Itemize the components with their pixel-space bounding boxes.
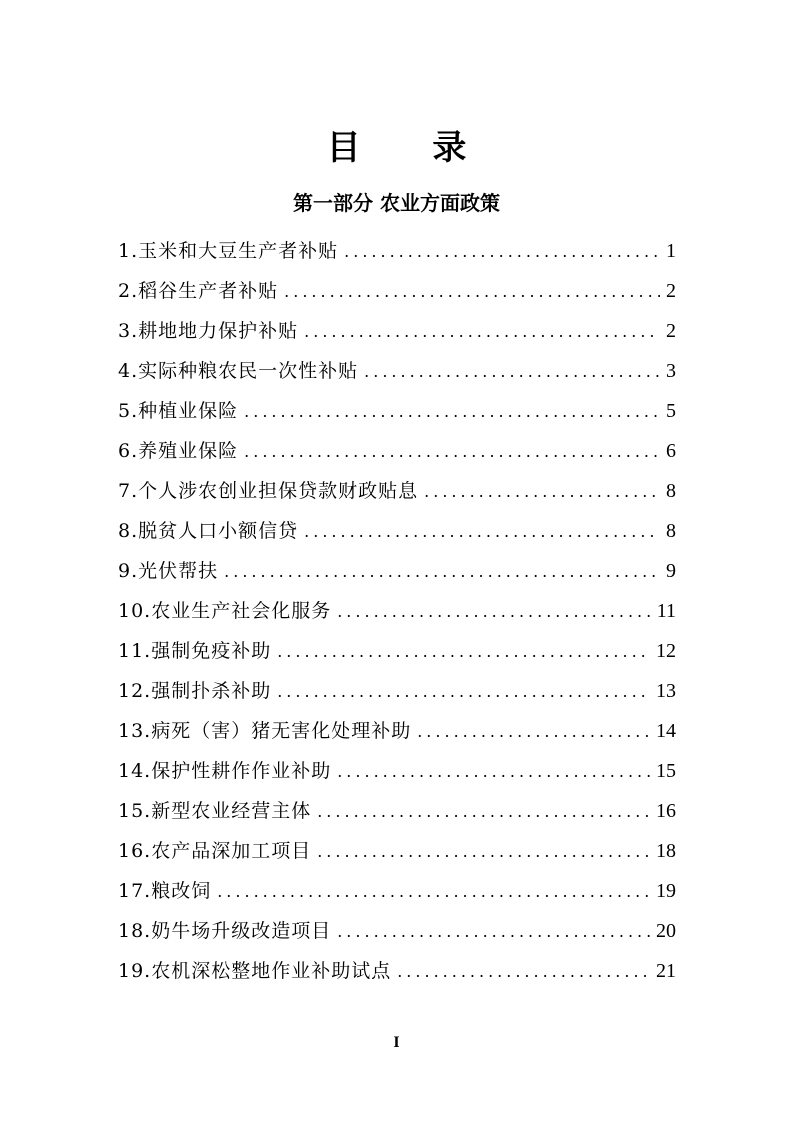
toc-dot-leader: [217, 873, 650, 911]
toc-entry-page: 15: [656, 760, 676, 782]
toc-entry-page: 6: [666, 440, 676, 462]
toc-entry[interactable]: [118, 272, 676, 312]
toc-dot-leader: [277, 633, 650, 671]
toc-entry-page: 16: [656, 800, 676, 822]
toc-entry-page: 9: [666, 560, 676, 582]
toc-entry-title: 2.稻谷生产者补贴: [118, 280, 279, 302]
toc-entry-page: 11: [656, 600, 676, 622]
toc-entry-title: 17.粮改饲: [118, 880, 212, 902]
toc-entry[interactable]: [118, 472, 676, 512]
toc-entry[interactable]: [118, 592, 676, 632]
toc-entry[interactable]: [118, 632, 676, 672]
toc-entry-title: 16.农产品深加工项目: [118, 840, 312, 862]
toc-entry-title: 13.病死（害）猪无害化处理补助: [118, 720, 412, 742]
toc-entry[interactable]: [118, 432, 676, 472]
toc-entry-page: 14: [656, 720, 676, 742]
toc-entry[interactable]: [118, 392, 676, 432]
toc-entry-page: 21: [656, 960, 676, 982]
toc-entry-title: 12.强制扑杀补助: [118, 680, 272, 702]
toc-entry[interactable]: [118, 952, 676, 992]
toc-entry-title: 18.奶牛场升级改造项目: [118, 920, 332, 942]
toc-entry-title: 5.种植业保险: [118, 400, 239, 422]
toc-dot-leader: [317, 793, 650, 831]
toc-entry[interactable]: [118, 512, 676, 552]
toc-entry-page: 13: [656, 680, 676, 702]
page-number: I: [393, 1034, 400, 1051]
toc-entry[interactable]: [118, 832, 676, 872]
toc-dot-leader: [244, 393, 660, 431]
toc-entry-title: 4.实际种粮农民一次性补贴: [118, 360, 359, 382]
toc-entry[interactable]: [118, 872, 676, 912]
toc-dot-leader: [397, 953, 650, 991]
toc-entry[interactable]: [118, 792, 676, 832]
toc-entry-page: 2: [666, 320, 676, 342]
toc-entry[interactable]: [118, 312, 676, 352]
toc-entry-page: 19: [656, 880, 676, 902]
toc-entry[interactable]: [118, 552, 676, 592]
toc-entry-page: 8: [666, 520, 676, 542]
toc-entry[interactable]: [118, 352, 676, 392]
toc-entry-title: 6.养殖业保险: [118, 440, 239, 462]
page-title: 目 录: [326, 128, 497, 168]
toc-entry-title: 7.个人涉农创业担保贷款财政贴息: [118, 480, 419, 502]
toc-dot-leader: [317, 833, 650, 871]
toc-entry-title: 15.新型农业经营主体: [118, 800, 312, 822]
toc-dot-leader: [304, 313, 660, 351]
toc-dot-leader: [337, 913, 650, 951]
toc-dot-leader: [224, 553, 660, 591]
toc-entry[interactable]: [118, 912, 676, 952]
toc-entry-title: 19.农机深松整地作业补助试点: [118, 960, 392, 982]
toc-dot-leader: [277, 673, 650, 711]
table-of-contents: [118, 232, 676, 992]
toc-entry-page: 1: [666, 240, 676, 262]
toc-dot-leader: [244, 433, 660, 471]
toc-entry[interactable]: [118, 672, 676, 712]
toc-entry[interactable]: [118, 712, 676, 752]
toc-entry-title: 3.耕地地力保护补贴: [118, 320, 299, 342]
toc-entry-title: 14.保护性耕作作业补助: [118, 760, 332, 782]
toc-entry-title: 8.脱贫人口小额信贷: [118, 520, 299, 542]
toc-entry-page: 8: [666, 480, 676, 502]
toc-entry-title: 11.强制免疫补助: [118, 640, 272, 662]
toc-dot-leader: [337, 593, 651, 631]
section-heading: 第一部分 农业方面政策: [293, 191, 500, 215]
toc-dot-leader: [304, 513, 660, 551]
toc-entry-title: 10.农业生产社会化服务: [118, 600, 332, 622]
toc-entry-page: 18: [656, 840, 676, 862]
toc-entry-page: 2: [666, 280, 676, 302]
toc-entry-title: 1.玉米和大豆生产者补贴: [118, 240, 339, 262]
toc-entry-page: 5: [666, 400, 676, 422]
toc-dot-leader: [424, 473, 660, 511]
toc-dot-leader: [344, 233, 660, 271]
toc-entry[interactable]: [118, 752, 676, 792]
toc-entry[interactable]: [118, 232, 676, 272]
toc-dot-leader: [284, 273, 660, 311]
toc-dot-leader: [364, 353, 660, 391]
toc-entry-title: 9.光伏帮扶: [118, 560, 219, 582]
toc-dot-leader: [417, 713, 650, 751]
toc-entry-page: 3: [666, 360, 676, 382]
toc-dot-leader: [337, 753, 650, 791]
toc-entry-page: 20: [656, 920, 676, 942]
toc-entry-page: 12: [656, 640, 676, 662]
